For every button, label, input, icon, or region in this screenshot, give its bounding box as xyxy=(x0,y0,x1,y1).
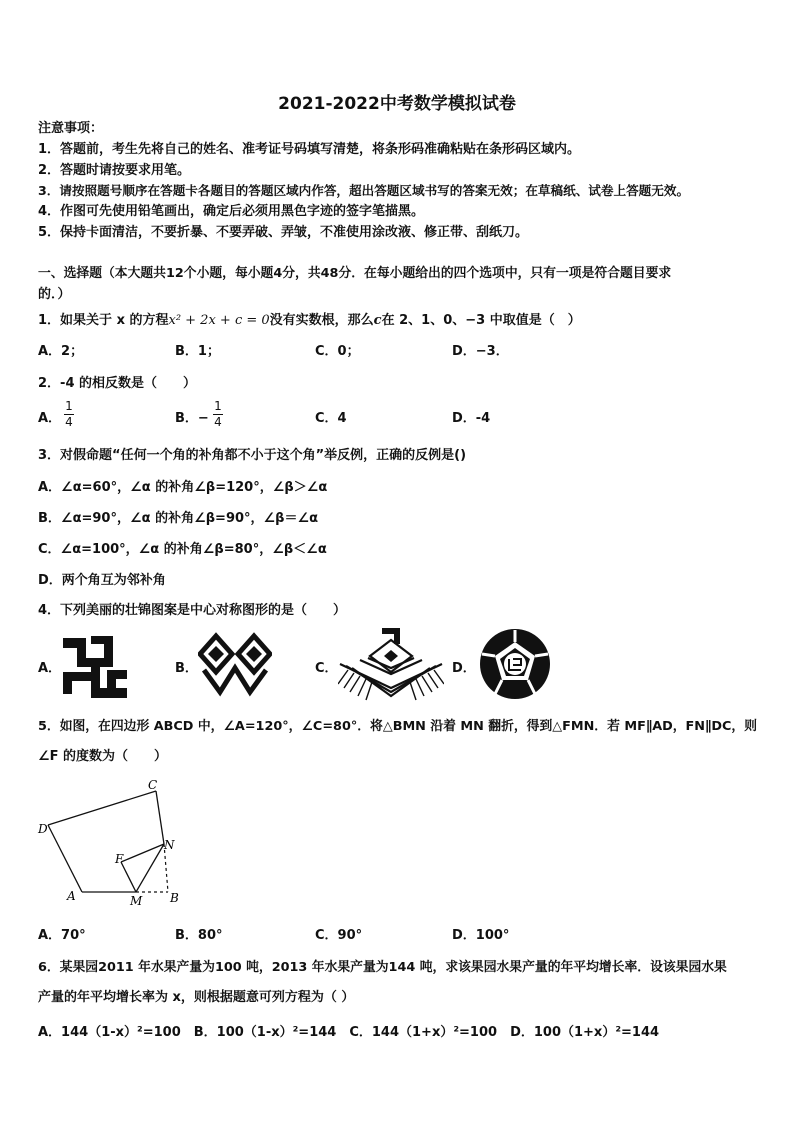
q5-option-a: A．70° xyxy=(38,928,86,943)
q2-option-d: D．-4 xyxy=(452,411,491,426)
q6-options: A．144（1-x）²=100 B．100（1-x）²=144 C．144（1+x）²=100 D．100（1+x）²=144 xyxy=(38,1025,660,1040)
q5-stem: 5．如图，在四边形 ABCD 中，∠A=120°，∠C=80°．将△BMN 沿着 MN 翻折，得到△FMN．若 MF∥AD，FN∥DC，则 xyxy=(38,719,758,734)
q4-option-b-label: B． xyxy=(175,661,198,676)
notice-item: 4．作图可先使用铅笔画出，确定后必须用黑色字迹的签字笔描黑。 xyxy=(38,204,425,219)
q4-option-c-label: C． xyxy=(315,661,338,676)
quadrilateral-figure xyxy=(30,775,190,910)
notice-item: 3．请按照题号顺序在答题卡各题目的答题区域内作答，超出答题区域书写的答案无效；在草稿纸、试卷上答题无效。 xyxy=(38,183,690,198)
pattern-a-image xyxy=(63,636,127,698)
q3-option-d: D．两个角互为邻补角 xyxy=(38,573,166,588)
q5-option-c: C．90° xyxy=(315,928,363,943)
label-a: A xyxy=(67,889,76,903)
notice-item: 5．保持卡面清洁，不要折暴、不要弄破、弄皱，不准使用涂改液、修正带、刮纸刀。 xyxy=(38,225,529,240)
q2-option-a-label: A． xyxy=(38,411,62,426)
label-m: M xyxy=(130,894,143,908)
section-heading-cont: 的．） xyxy=(38,287,71,302)
notice-heading: 注意事项： xyxy=(38,121,104,136)
notice-item: 1．答题前，考生先将自己的姓名、准考证号码填写清楚，将条形码准确粘贴在条形码区域内。 xyxy=(38,142,581,157)
q2-option-b-fraction: 1 4 xyxy=(214,399,222,429)
q4-stem: 4．下列美丽的壮锦图案是中心对称图形的是（ ） xyxy=(38,603,347,618)
q1-stem: 1．如果关于 x 的方程x² + 2x + c = 0没有实数根，那么c在 2、1、0、−3 中取值是（ ） xyxy=(38,313,581,328)
notice-item: 2．答题时请按要求用笔。 xyxy=(38,163,191,178)
label-b: B xyxy=(170,891,179,905)
q3-stem: 3．对假命题“任何一个角的补角都不小于这个角”举反例，正确的反例是() xyxy=(38,448,467,463)
q1-option-a: A．2； xyxy=(38,344,84,359)
section-heading: 一、选择题（本大题共12个小题，每小题4分，共48分．在每小题给出的四个选项中，只有一项是符合题目要求 xyxy=(38,266,672,281)
label-f: F xyxy=(115,852,124,866)
q2-option-b-label: B．− xyxy=(175,411,209,426)
q5-stem-cont: ∠F 的度数为（ ） xyxy=(38,749,168,764)
q6-stem-cont: 产量的年平均增长率为 x，则根据题意可列方程为（ ） xyxy=(38,990,355,1005)
q1-option-c: C．0； xyxy=(315,344,360,359)
q2-stem: 2．-4 的相反数是（ ） xyxy=(38,376,197,391)
label-n: N xyxy=(164,838,175,852)
q3-option-a: A．∠α=60°，∠α 的补角∠β=120°，∠β＞∠α xyxy=(38,480,328,495)
label-c: C xyxy=(148,778,158,792)
q4-option-a-label: A． xyxy=(38,661,62,676)
q5-option-b: B．80° xyxy=(175,928,223,943)
q1-equation: x² + 2x + c = 0 xyxy=(168,313,270,328)
q3-option-c: C．∠α=100°，∠α 的补角∠β=80°，∠β＜∠α xyxy=(38,542,327,557)
pattern-d-image xyxy=(479,628,551,700)
label-d: D xyxy=(38,822,48,836)
q2-option-a-fraction: 1 4 xyxy=(65,399,73,429)
q6-stem: 6．某果园2011 年水果产量为100 吨，2013 年水果产量为144 吨，求该果园水果产量的年平均增长率．设该果园水果 xyxy=(38,960,727,975)
q2-option-c: C．4 xyxy=(315,411,347,426)
q1-option-d: D．−3． xyxy=(452,344,509,359)
q5-option-d: D．100° xyxy=(452,928,510,943)
q1-option-b: B．1； xyxy=(175,344,220,359)
q3-option-b: B．∠α=90°，∠α 的补角∠β=90°，∠β＝∠α xyxy=(38,511,319,526)
pattern-b-image xyxy=(198,630,272,700)
q4-option-d-label: D． xyxy=(452,661,476,676)
pattern-c-image xyxy=(338,626,444,702)
page-title: 2021-2022中考数学模拟试卷 xyxy=(278,94,516,114)
